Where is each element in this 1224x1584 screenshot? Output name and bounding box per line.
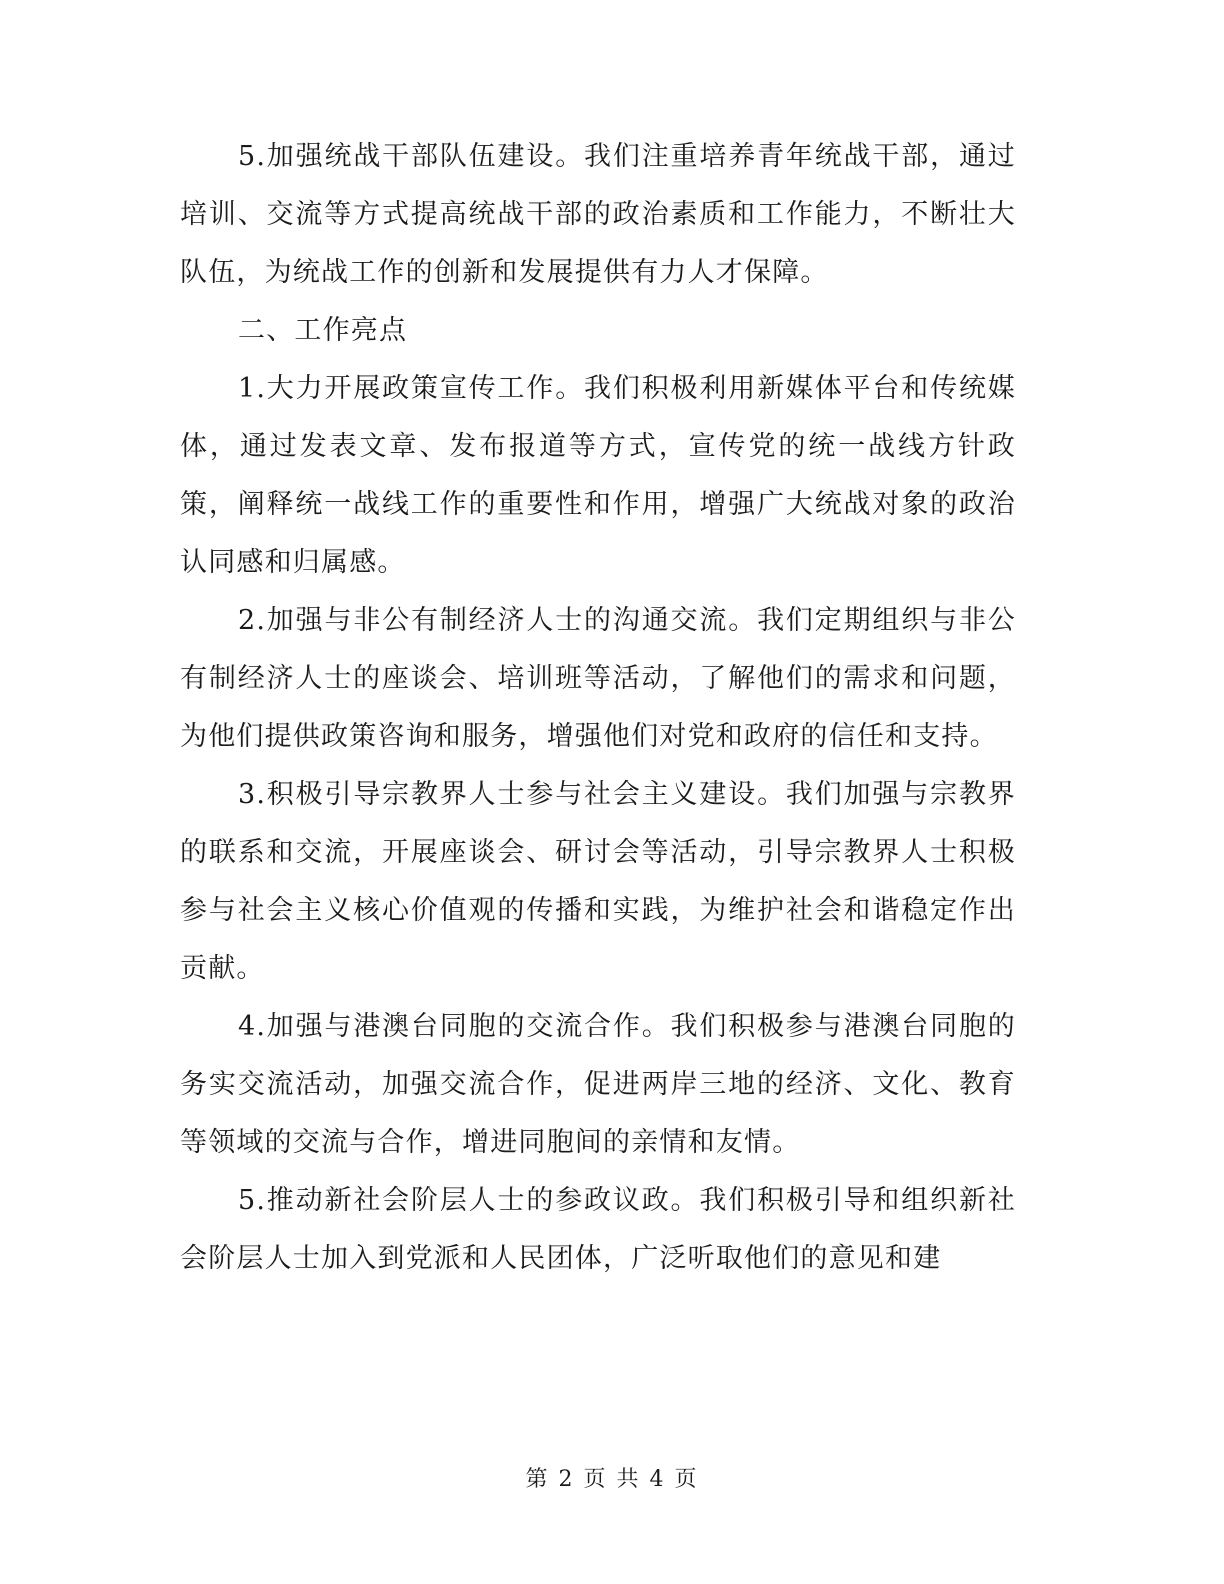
paragraph-cadre-team: 5.加强统战干部队伍建设。我们注重培养青年统战干部，通过培训、交流等方式提高统战干部的政治素质和工作能力，不断壮大队伍，为统战工作的创新和发展提供有力人才保障。 — [180, 141, 1016, 288]
section-heading-highlights: 二、工作亮点 — [238, 315, 408, 346]
paragraph-non-public-economy: 2.加强与非公有制经济人士的沟通交流。我们定期组织与非公有制经济人士的座谈会、培训班等活动，了解他们的需求和问题，为他们提供政策咨询和服务，增强他们对党和政府的信任和支持。 — [180, 605, 1016, 752]
page-number-footer: 第 2 页 共 4 页 — [525, 1467, 699, 1492]
paragraph-religious-circles: 3.积极引导宗教界人士参与社会主义建设。我们加强与宗教界的联系和交流，开展座谈会、研讨会等活动，引导宗教界人士积极参与社会主义核心价值观的传播和实践，为维护社会和谐稳定作出贡献。 — [180, 779, 1016, 984]
paragraph-hk-macao-taiwan: 4.加强与港澳台同胞的交流合作。我们积极参与港澳台同胞的务实交流活动，加强交流合作，促进两岸三地的经济、文化、教育等领域的交流与合作，增进同胞间的亲情和友情。 — [180, 1011, 1016, 1158]
paragraph-policy-publicity: 1.大力开展政策宣传工作。我们积极利用新媒体平台和传统媒体，通过发表文章、发布报道等方式，宣传党的统一战线方针政策，阐释统一战线工作的重要性和作用，增强广大统战对象的政治认同感和归属感。 — [180, 373, 1016, 578]
paragraph-new-social-strata: 5.推动新社会阶层人士的参政议政。我们积极引导和组织新社会阶层人士加入到党派和人民团体，广泛听取他们的意见和建 — [180, 1185, 1016, 1274]
document-body — [180, 128, 1016, 1288]
